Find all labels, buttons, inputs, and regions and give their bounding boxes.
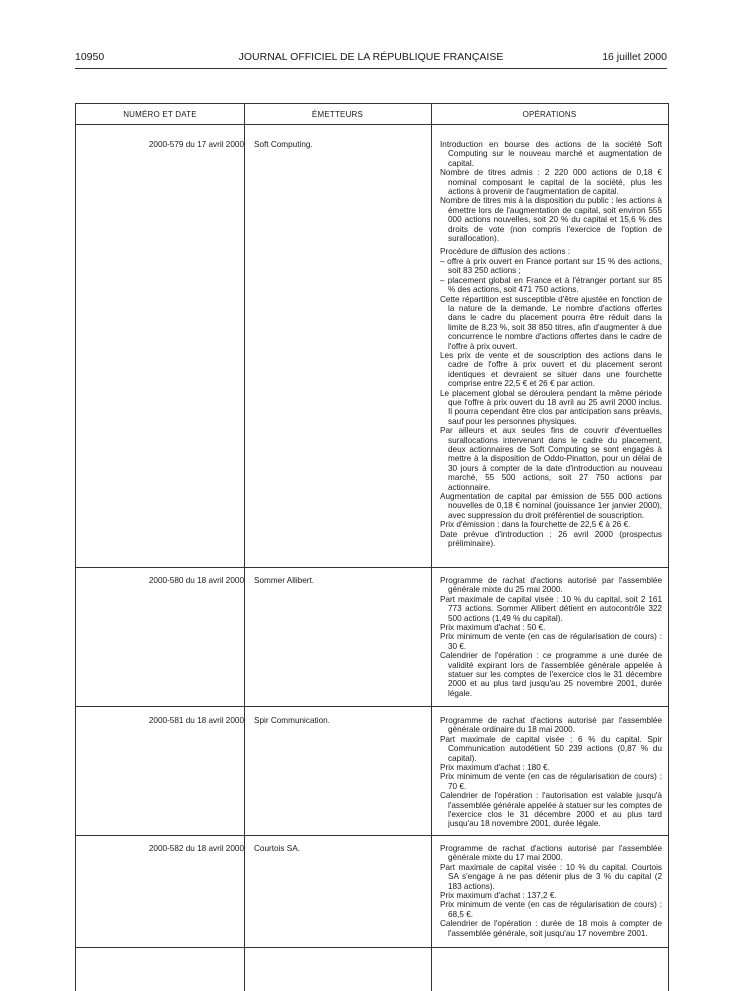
operation-paragraph: Part maximale de capital visée : 10 % du capital. Courtois SA s'engage à ne pas détenir plus de 3 % du capital (2 183 actions). (440, 862, 662, 891)
issuer-cell: Soft Computing. (254, 140, 313, 149)
issuer-cell: Courtois SA. (254, 844, 300, 853)
issuer-cell: Sommer Allibert. (254, 576, 315, 585)
operation-paragraph: Procédure de diffusion des actions : (440, 247, 571, 257)
column-divider (244, 104, 245, 991)
operation-paragraph: Le placement global se déroulera pendant la même période que l'offre à prix ouvert du 18 avril au 25 avril 2000 inclus. Il pourra cependant être clos par anticipation sans préavis, sauf pour les personnes physiques. (440, 388, 662, 426)
header-divider (76, 124, 668, 125)
operation-paragraph: Prix minimum de vente (en cas de régularisation de cours) : 30 €. (440, 632, 662, 651)
operation-paragraph: Cette répartition est susceptible d'être ajustée en fonction de la nature de la demande. Le nombre d'actions offertes dans le cadre du placement pourra être réduit dans la limite de 8,23 %, soit 38 850 titres, afin d'augmenter à due concurrence le nombre d'actions offertes dans le cadre de l'offre à prix ouvert. (440, 294, 662, 351)
publication-date: 16 juillet 2000 (602, 51, 667, 63)
operation-paragraph: Prix maximum d'achat : 50 €. (440, 623, 546, 633)
operations-table (75, 103, 669, 991)
number-date-cell: 2000-580 du 18 avril 2000 (148, 576, 244, 585)
row-divider (76, 947, 668, 948)
operation-paragraph: Programme de rachat d'actions autorisé par l'assemblée générale ordinaire du 18 mai 2000. (440, 716, 662, 735)
operation-bullet: – placement global en France et à l'étranger portant sur 85 % des actions, soit 471 750 actions. (440, 275, 662, 295)
operation-bullet: – offre à prix ouvert en France portant sur 15 % des actions, soit 83 250 actions ; (440, 256, 662, 276)
operation-paragraph: Nombre de titres mis à la disposition du public : les actions à émettre lors de l'augmentation de capital, soit environ 555 000 actions nouvelles, soit 20 % du capital et 15,6 % des droits de vote (non compris l'exercice de l'option de surallocation). (440, 196, 662, 244)
operations-cell (440, 576, 662, 698)
page-header (75, 50, 667, 64)
operation-paragraph: Prix minimum de vente (en cas de régularisation de cours) : 68,5 €. (440, 900, 662, 919)
operation-paragraph: Programme de rachat d'actions autorisé par l'assemblée générale mixte du 25 mai 2000. (440, 576, 662, 595)
operation-paragraph: Programme de rachat d'actions autorisé par l'assemblée générale mixte du 17 mai 2000. (440, 844, 662, 863)
operation-paragraph: Nombre de titres admis : 2 220 000 actions de 0,18 € nominal composant le capital de la société, plus les actions à provenir de l'augmentation de capital. (440, 168, 662, 197)
column-divider (431, 104, 432, 991)
column-header-number-date: NUMÉRO ET DATE (123, 110, 197, 119)
operation-paragraph: Par ailleurs et aux seules fins de couvrir d'éventuelles surallocations intervenant dans le cadre du placement, deux actionnaires de Soft Computing se sont engagés à mettre à la disposition de Oddo-Pinatton, pour un délai de 30 jours à compter de la date d'introduction au nouveau marché, 55 500 actions, soit 27 750 actions par actionnaire. (440, 426, 662, 492)
issuer-cell: Spir Communication. (254, 716, 330, 725)
operation-paragraph: Part maximale de capital visée : 6 % du capital. Spir Communication autodétient 50 239 actions (0,87 % du capital). (440, 734, 662, 763)
number-date-cell: 2000-582 du 18 avril 2000 (148, 844, 244, 853)
column-header-issuers: ÉMETTEURS (311, 110, 364, 119)
page-number: 10950 (75, 51, 105, 63)
row-divider (76, 567, 668, 568)
operation-paragraph: Prix minimum de vente (en cas de régularisation de cours) : 70 €. (440, 772, 662, 791)
operations-cell (440, 844, 662, 938)
journal-title: JOURNAL OFFICIEL DE LA RÉPUBLIQUE FRANÇAISE (238, 51, 504, 63)
operation-paragraph: Calendrier de l'opération : ce programme a une durée de validité expirant lors de l'assemblée générale appelée à statuer sur les comptes de l'exercice clos le 31 décembre 2000 et au plus tard jusqu'au 25 novembre 2001, durée légale. (440, 651, 662, 698)
number-date-cell: 2000-581 du 18 avril 2000 (148, 716, 244, 725)
operation-paragraph: Date prévue d'introduction : 26 avril 2000 (prospectus préliminaire). (440, 529, 662, 549)
header-rule (75, 68, 667, 69)
row-divider (76, 835, 668, 836)
operation-paragraph: Part maximale de capital visée : 10 % du capital, soit 2 161 773 actions. Sommer Allibert détient en autocontrôle 322 500 actions (1,49 % du capital). (440, 594, 662, 623)
row-divider (76, 706, 668, 707)
number-date-cell: 2000-579 du 17 avril 2000 (148, 140, 244, 149)
operation-paragraph: Calendrier de l'opération : durée de 18 mois à compter de l'assemblée générale, soit jusqu'au 17 novembre 2001. (440, 919, 662, 938)
operations-cell (440, 140, 662, 548)
column-header-operations: OPÉRATIONS (522, 110, 577, 119)
operation-paragraph: Calendrier de l'opération : l'autorisation est valable jusqu'à l'assemblée générale appelée à statuer sur les comptes de l'exercice clos le 31 décembre 2000 et au plus tard jusqu'au 18 novembre 2001, durée légale. (440, 791, 662, 829)
operation-paragraph: Les prix de vente et de souscription des actions dans le cadre de l'offre à prix ouvert et du placement seront identiques et devraient se situer dans une fourchette comprise entre 22,5 € et 26 € par action. (440, 350, 662, 389)
operation-paragraph: Prix maximum d'achat : 180 €. (440, 763, 550, 773)
operation-paragraph: Prix d'émission : dans la fourchette de 22,5 € à 26 €. (440, 520, 631, 530)
operations-cell (440, 716, 662, 829)
operation-paragraph: Introduction en bourse des actions de la société Soft Computing sur le nouveau marché et augmentation de capital. (440, 140, 662, 168)
operation-paragraph: Augmentation de capital par émission de 555 000 actions nouvelles de 0,18 € nominal (jouissance 1er janvier 2000), avec suppression du droit préférentiel de souscription. (440, 492, 662, 520)
operation-paragraph: Prix maximum d'achat : 137,2 €. (440, 891, 557, 901)
